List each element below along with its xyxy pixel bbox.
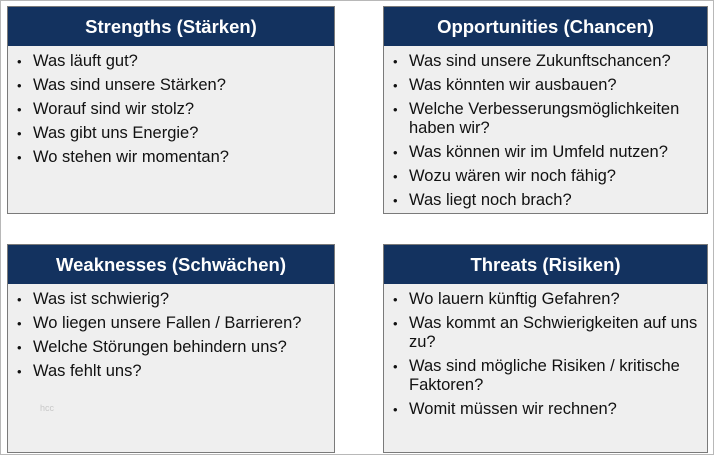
bullet-icon: •: [393, 169, 398, 184]
list-item: [8, 362, 334, 381]
list-item: [8, 124, 334, 143]
list-item: [8, 314, 334, 333]
list-item: [8, 290, 334, 309]
list-item: [8, 148, 334, 167]
bullet-icon: •: [393, 292, 398, 307]
list-item: [384, 167, 707, 186]
bullet-icon: •: [393, 145, 398, 160]
threats-title: Threats (Risiken): [384, 245, 707, 284]
list-item: [384, 357, 707, 395]
bullet-icon: •: [393, 359, 398, 374]
list-item: [384, 143, 707, 162]
bullet-icon: •: [393, 193, 398, 208]
threats-list: [384, 284, 707, 419]
threats-quadrant: [383, 244, 708, 453]
list-item-text: Wo lauern künftig Gefahren?: [409, 290, 620, 308]
list-item-text: Was läuft gut?: [33, 52, 138, 70]
bullet-icon: •: [17, 102, 22, 117]
list-item-text: Was können wir im Umfeld nutzen?: [409, 143, 668, 161]
opportunities-quadrant: [383, 6, 708, 214]
bullet-icon: •: [393, 316, 398, 331]
list-item-text: Welche Störungen behindern uns?: [33, 338, 287, 356]
list-item-text: Was kommt an Schwierigkeiten auf uns zu?: [409, 314, 698, 351]
bullet-icon: •: [17, 150, 22, 165]
list-item-text: Was sind unsere Zukunftschancen?: [409, 52, 671, 70]
list-item: [384, 191, 707, 210]
list-item: [384, 100, 707, 138]
list-item-text: Wozu wären wir noch fähig?: [409, 167, 616, 185]
strengths-quadrant: [7, 6, 335, 214]
list-item-text: Was sind mögliche Risiken / kritische Faktoren?: [409, 357, 680, 394]
strengths-title: Strengths (Stärken): [8, 7, 334, 46]
list-item: [384, 314, 707, 352]
list-item-text: Welche Verbesserungsmöglichkeiten haben wir?: [409, 100, 680, 137]
list-item: [384, 290, 707, 309]
bullet-icon: •: [393, 402, 398, 417]
list-item-text: Was fehlt uns?: [33, 362, 142, 380]
bullet-icon: •: [393, 102, 398, 117]
bullet-icon: •: [393, 78, 398, 93]
list-item-text: Wo liegen unsere Fallen / Barrieren?: [33, 314, 302, 332]
list-item: [384, 76, 707, 95]
list-item-text: Womit müssen wir rechnen?: [409, 400, 617, 418]
bullet-icon: •: [17, 292, 22, 307]
watermark: hcc: [40, 403, 55, 413]
bullet-icon: •: [17, 340, 22, 355]
opportunities-title: Opportunities (Chancen): [384, 7, 707, 46]
weaknesses-title: Weaknesses (Schwächen): [8, 245, 334, 284]
bullet-icon: •: [17, 54, 22, 69]
bullet-icon: •: [393, 54, 398, 69]
list-item: [8, 76, 334, 95]
weaknesses-quadrant: [7, 244, 335, 453]
weaknesses-list: [8, 284, 334, 381]
list-item: [384, 400, 707, 419]
list-item-text: Was sind unsere Stärken?: [33, 76, 226, 94]
bullet-icon: •: [17, 78, 22, 93]
list-item: [8, 52, 334, 71]
strengths-list: [8, 46, 334, 167]
list-item-text: Wo stehen wir momentan?: [33, 148, 229, 166]
list-item-text: Worauf sind wir stolz?: [33, 100, 195, 118]
bullet-icon: •: [17, 316, 22, 331]
list-item-text: Was ist schwierig?: [33, 290, 170, 308]
list-item: [8, 100, 334, 119]
list-item-text: Was liegt noch brach?: [409, 191, 572, 209]
list-item-text: Was gibt uns Energie?: [33, 124, 199, 142]
list-item: [8, 338, 334, 357]
list-item: [384, 52, 707, 71]
bullet-icon: •: [17, 126, 22, 141]
bullet-icon: •: [17, 364, 22, 379]
list-item-text: Was könnten wir ausbauen?: [409, 76, 617, 94]
opportunities-list: [384, 46, 707, 210]
